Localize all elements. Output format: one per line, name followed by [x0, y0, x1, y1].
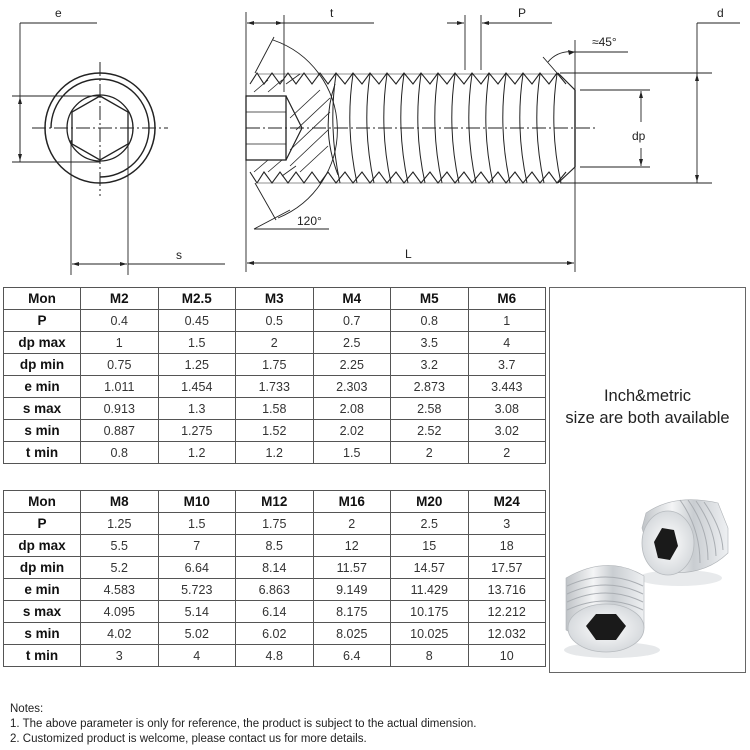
table-cell: 1.75: [236, 354, 314, 376]
table-cell: 1: [81, 332, 159, 354]
row-label: dp min: [4, 557, 81, 579]
table-cell: 2: [391, 442, 469, 464]
table-row: [4, 332, 546, 354]
dim-label-s: s: [176, 248, 182, 262]
column-header: Mon: [4, 491, 81, 513]
table-cell: 14.57: [391, 557, 469, 579]
table-cell: 2: [313, 513, 391, 535]
table-cell: 8: [391, 645, 469, 667]
table-cell: 5.5: [81, 535, 159, 557]
spec-table-small-sizes: [3, 287, 546, 464]
table-cell: 1.2: [236, 442, 314, 464]
table-cell: 2.08: [313, 398, 391, 420]
table-cell: 17.57: [468, 557, 546, 579]
pipe-plug-back: [638, 500, 728, 586]
table-cell: 1.52: [236, 420, 314, 442]
note-item-2: 2. Customized product is welcome, please contact us for more details.: [10, 733, 367, 745]
drill-angle-label: 120°: [297, 214, 322, 228]
table-cell: 3.08: [468, 398, 546, 420]
table-row: [4, 398, 546, 420]
table-cell: 1.011: [81, 376, 159, 398]
row-label: dp min: [4, 354, 81, 376]
table-row: [4, 535, 546, 557]
table-cell: 3: [81, 645, 159, 667]
table-cell: 11.57: [313, 557, 391, 579]
table-cell: 1.5: [158, 332, 236, 354]
table-cell: 1.454: [158, 376, 236, 398]
table-cell: 2.52: [391, 420, 469, 442]
dim-label-d: d: [717, 6, 724, 20]
table-cell: 12.212: [468, 601, 546, 623]
table-cell: 0.4: [81, 310, 159, 332]
column-header: M6: [468, 288, 546, 310]
table-cell: 0.7: [313, 310, 391, 332]
column-header: M16: [313, 491, 391, 513]
table-cell: 0.45: [158, 310, 236, 332]
table-cell: 2: [468, 442, 546, 464]
table-row: [4, 645, 546, 667]
row-label: s max: [4, 601, 81, 623]
note-item-1: 1. The above parameter is only for reference, the product is subject to the actual dimension.: [10, 718, 477, 730]
table-cell: 6.4: [313, 645, 391, 667]
table-cell: 6.02: [236, 623, 314, 645]
table-cell: 2.5: [313, 332, 391, 354]
spec-table-large-sizes: [3, 490, 546, 667]
row-label: e min: [4, 376, 81, 398]
table-cell: 0.8: [81, 442, 159, 464]
table-cell: 8.175: [313, 601, 391, 623]
chamfer-angle-label: ≈45°: [592, 35, 617, 49]
row-label: t min: [4, 645, 81, 667]
table-cell: 15: [391, 535, 469, 557]
table-cell: 8.14: [236, 557, 314, 579]
table-cell: 1.25: [158, 354, 236, 376]
set-screw-diagram: [0, 0, 750, 280]
table-cell: 1.75: [236, 513, 314, 535]
table-cell: 9.149: [313, 579, 391, 601]
table-cell: 2.02: [313, 420, 391, 442]
table-row: [4, 579, 546, 601]
table-row: [4, 310, 546, 332]
row-label: P: [4, 310, 81, 332]
row-label: e min: [4, 579, 81, 601]
notes-section: [10, 702, 476, 747]
table-row: [4, 354, 546, 376]
column-header: M12: [236, 491, 314, 513]
row-label: s max: [4, 398, 81, 420]
table-cell: 10.025: [391, 623, 469, 645]
table-cell: 1.3: [158, 398, 236, 420]
column-header: M20: [391, 491, 469, 513]
row-label: dp max: [4, 332, 81, 354]
table-row: [4, 601, 546, 623]
table-cell: 6.64: [158, 557, 236, 579]
table-cell: 12: [313, 535, 391, 557]
table-row: [4, 420, 546, 442]
column-header: M8: [81, 491, 159, 513]
table-row: [4, 513, 546, 535]
table-cell: 3.02: [468, 420, 546, 442]
column-header: M24: [468, 491, 546, 513]
table-cell: 2.25: [313, 354, 391, 376]
column-header: M2: [81, 288, 159, 310]
table-cell: 1.5: [313, 442, 391, 464]
table-cell: 6.14: [236, 601, 314, 623]
dim-label-p: P: [518, 6, 527, 20]
table-cell: 3.443: [468, 376, 546, 398]
table-row: [4, 557, 546, 579]
table-cell: 5.02: [158, 623, 236, 645]
table-cell: 5.723: [158, 579, 236, 601]
table-cell: 1: [468, 310, 546, 332]
product-photo-panel: [549, 287, 746, 673]
table-cell: 3.2: [391, 354, 469, 376]
table-cell: 1.275: [158, 420, 236, 442]
technical-drawing: [0, 0, 750, 280]
row-label: P: [4, 513, 81, 535]
table-cell: 4.095: [81, 601, 159, 623]
table-cell: 3.5: [391, 332, 469, 354]
table-cell: 10.175: [391, 601, 469, 623]
table-cell: 2.873: [391, 376, 469, 398]
table-cell: 4.583: [81, 579, 159, 601]
table-cell: 0.8: [391, 310, 469, 332]
table-cell: 1.58: [236, 398, 314, 420]
notes-title: Notes:: [10, 703, 44, 715]
row-label: dp max: [4, 535, 81, 557]
table-cell: 2: [236, 332, 314, 354]
table-cell: 10: [468, 645, 546, 667]
table-cell: 5.2: [81, 557, 159, 579]
table-cell: 1.25: [81, 513, 159, 535]
table-header-row: [4, 288, 546, 310]
table-cell: 0.913: [81, 398, 159, 420]
column-header: M3: [236, 288, 314, 310]
dim-label-l: L: [405, 247, 412, 261]
table-cell: 0.75: [81, 354, 159, 376]
table-cell: 13.716: [468, 579, 546, 601]
row-label: t min: [4, 442, 81, 464]
table-cell: 4: [158, 645, 236, 667]
table-cell: 0.887: [81, 420, 159, 442]
table-row: [4, 376, 546, 398]
column-header: M10: [158, 491, 236, 513]
table-cell: 7: [158, 535, 236, 557]
table-cell: 8.025: [313, 623, 391, 645]
column-header: M2.5: [158, 288, 236, 310]
table-cell: 4.02: [81, 623, 159, 645]
pipe-plug-photo: [550, 288, 747, 674]
caption-line-2: size are both available: [565, 409, 730, 427]
column-header: Mon: [4, 288, 81, 310]
table-cell: 12.032: [468, 623, 546, 645]
caption-line-1: Inch&metric: [603, 387, 692, 405]
row-label: s min: [4, 623, 81, 645]
dim-label-e: e: [55, 6, 62, 20]
table-cell: 4.8: [236, 645, 314, 667]
table-cell: 11.429: [391, 579, 469, 601]
table-cell: 1.733: [236, 376, 314, 398]
column-header: M4: [313, 288, 391, 310]
table-header-row: [4, 491, 546, 513]
column-header: M5: [391, 288, 469, 310]
dim-label-t: t: [330, 6, 334, 20]
table-cell: 6.863: [236, 579, 314, 601]
table-cell: 2.5: [391, 513, 469, 535]
table-cell: 1.5: [158, 513, 236, 535]
table-row: [4, 623, 546, 645]
table-cell: 0.5: [236, 310, 314, 332]
dim-label-dp: dp: [632, 129, 646, 143]
table-cell: 18: [468, 535, 546, 557]
table-cell: 2.303: [313, 376, 391, 398]
table-cell: 3.7: [468, 354, 546, 376]
table-cell: 1.2: [158, 442, 236, 464]
table-cell: 4: [468, 332, 546, 354]
table-cell: 5.14: [158, 601, 236, 623]
table-cell: 2.58: [391, 398, 469, 420]
table-cell: 8.5: [236, 535, 314, 557]
row-label: s min: [4, 420, 81, 442]
table-row: [4, 442, 546, 464]
table-cell: 3: [468, 513, 546, 535]
